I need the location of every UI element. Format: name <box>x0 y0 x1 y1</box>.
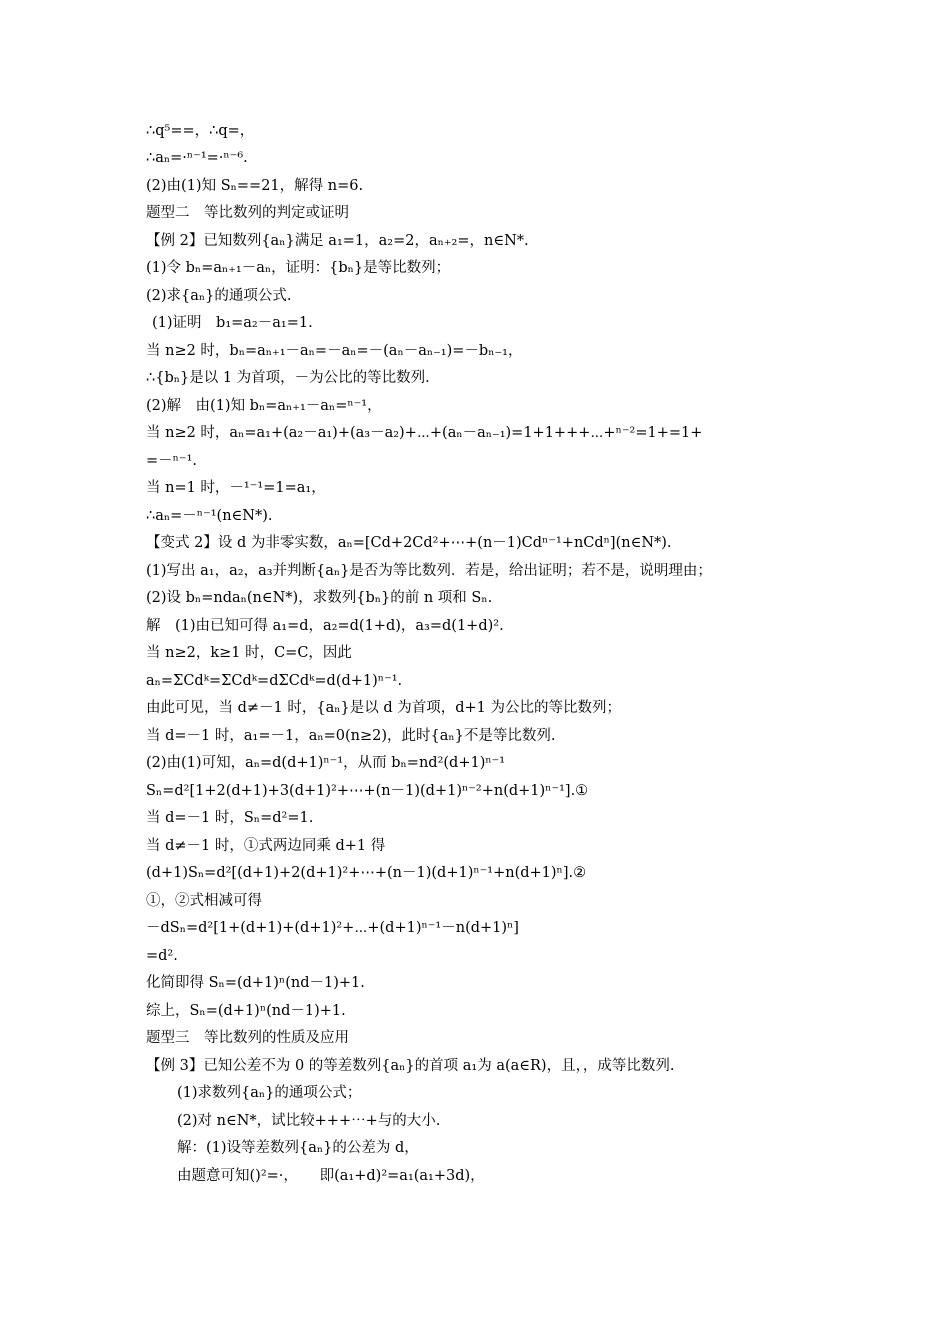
text-line: 【变式 2】设 d 为非零实数，aₙ=[Cd+2Cd²+⋯+(n－1)Cdⁿ⁻¹+nCdⁿ](n∈N*). <box>146 535 672 551</box>
text-line: 化简即得 Sₙ=(d+1)ⁿ(nd－1)+1. <box>146 975 365 991</box>
text-line: 当 n≥2 时，bₙ=aₙ₊₁－aₙ=－aₙ=－(aₙ－aₙ₋₁)=－bₙ₋₁， <box>146 343 523 359</box>
section-heading: 题型二 等比数列的判定或证明 <box>146 205 349 221</box>
text-line: ∴q⁵==，∴q=， <box>146 123 255 139</box>
text-line: 解：(1)设等差数列{aₙ}的公差为 d， <box>177 1140 419 1156</box>
text-line: 当 d≠－1 时，①式两边同乘 d+1 得 <box>146 838 386 854</box>
text-line: 解 (1)由已知可得 a₁=d，a₂=d(1+d)，a₃=d(1+d)². <box>146 618 504 634</box>
text-line: (2)对 n∈N*，试比较+++⋯+与的大小. <box>177 1113 441 1129</box>
text-line: －dSₙ=d²[1+(d+1)+(d+1)²+⋯+(d+1)ⁿ⁻¹－n(d+1)ⁿ] <box>146 920 519 936</box>
text-line: 【例 2】已知数列{aₙ}满足 a₁=1，a₂=2，aₙ₊₂=，n∈N*. <box>146 233 529 249</box>
section-heading: 题型三 等比数列的性质及应用 <box>146 1030 349 1046</box>
text-line: (2)由(1)可知，aₙ=d(d+1)ⁿ⁻¹，从而 bₙ=nd²(d+1)ⁿ⁻¹ <box>146 755 506 771</box>
text-line: (2)求{aₙ}的通项公式. <box>146 288 292 304</box>
text-line: =－ⁿ⁻¹. <box>146 453 197 469</box>
text-line: (d+1)Sₙ=d²[(d+1)+2(d+1)²+⋯+(n－1)(d+1)ⁿ⁻¹+n(d+1)ⁿ].② <box>146 865 587 881</box>
text-line: 由题意可知()²=·， 即(a₁+d)²=a₁(a₁+3d)， <box>177 1168 485 1184</box>
text-line: 由此可见，当 d≠－1 时，{aₙ}是以 d 为首项，d+1 为公比的等比数列； <box>146 700 622 716</box>
text-line: (1)求数列{aₙ}的通项公式； <box>177 1085 362 1101</box>
text-line: (1)令 bₙ=aₙ₊₁－aₙ，证明：{bₙ}是等比数列； <box>146 260 451 276</box>
text-line: =d². <box>146 948 178 964</box>
text-line: 综上，Sₙ=(d+1)ⁿ(nd－1)+1. <box>146 1003 346 1019</box>
text-line: ∴{bₙ}是以 1 为首项，－为公比的等比数列. <box>146 370 430 386</box>
text-line: ∴aₙ=－ⁿ⁻¹(n∈N*). <box>146 508 273 524</box>
text-line: 【例 3】已知公差不为 0 的等差数列{aₙ}的首项 a₁为 a(a∈R)，且，，成等比数列. <box>146 1058 675 1074</box>
text-line: ∴aₙ=·ⁿ⁻¹=·ⁿ⁻⁶. <box>146 150 248 166</box>
text-line: ①，②式相减可得 <box>146 893 262 909</box>
text-line: (2)设 bₙ=ndaₙ(n∈N*)，求数列{bₙ}的前 n 项和 Sₙ. <box>146 590 493 606</box>
text-line: (2)解 由(1)知 bₙ=aₙ₊₁－aₙ=ⁿ⁻¹， <box>146 398 382 414</box>
text-line: aₙ=ΣCdᵏ=ΣCdᵏ=dΣCdᵏ=d(d+1)ⁿ⁻¹. <box>146 673 403 689</box>
text-line: 当 d=－1 时，Sₙ=d²=1. <box>146 810 314 826</box>
text-line: (2)由(1)知 Sₙ==21，解得 n=6. <box>146 178 364 194</box>
text-line: 当 n=1 时，－¹⁻¹=1=a₁， <box>146 480 326 496</box>
text-line: 当 n≥2，k≥1 时，C=C，因此 <box>146 645 352 661</box>
text-line: (1)写出 a₁，a₂，a₃并判断{aₙ}是否为等比数列．若是，给出证明；若不是，说明理由； <box>146 563 712 579</box>
text-line: Sₙ=d²[1+2(d+1)+3(d+1)²+⋯+(n－1)(d+1)ⁿ⁻²+n(d+1)ⁿ⁻¹].① <box>146 783 589 799</box>
text-line: 当 n≥2 时，aₙ=a₁+(a₂－a₁)+(a₃－a₂)+⋯+(aₙ－aₙ₋₁)=1+1+++⋯+ⁿ⁻²=1+=1+ <box>146 425 703 441</box>
text-line: (1)证明 b₁=a₂－a₁=1. <box>152 315 313 331</box>
text-line: 当 d=－1 时，a₁=－1，aₙ=0(n≥2)，此时{aₙ}不是等比数列. <box>146 728 556 744</box>
